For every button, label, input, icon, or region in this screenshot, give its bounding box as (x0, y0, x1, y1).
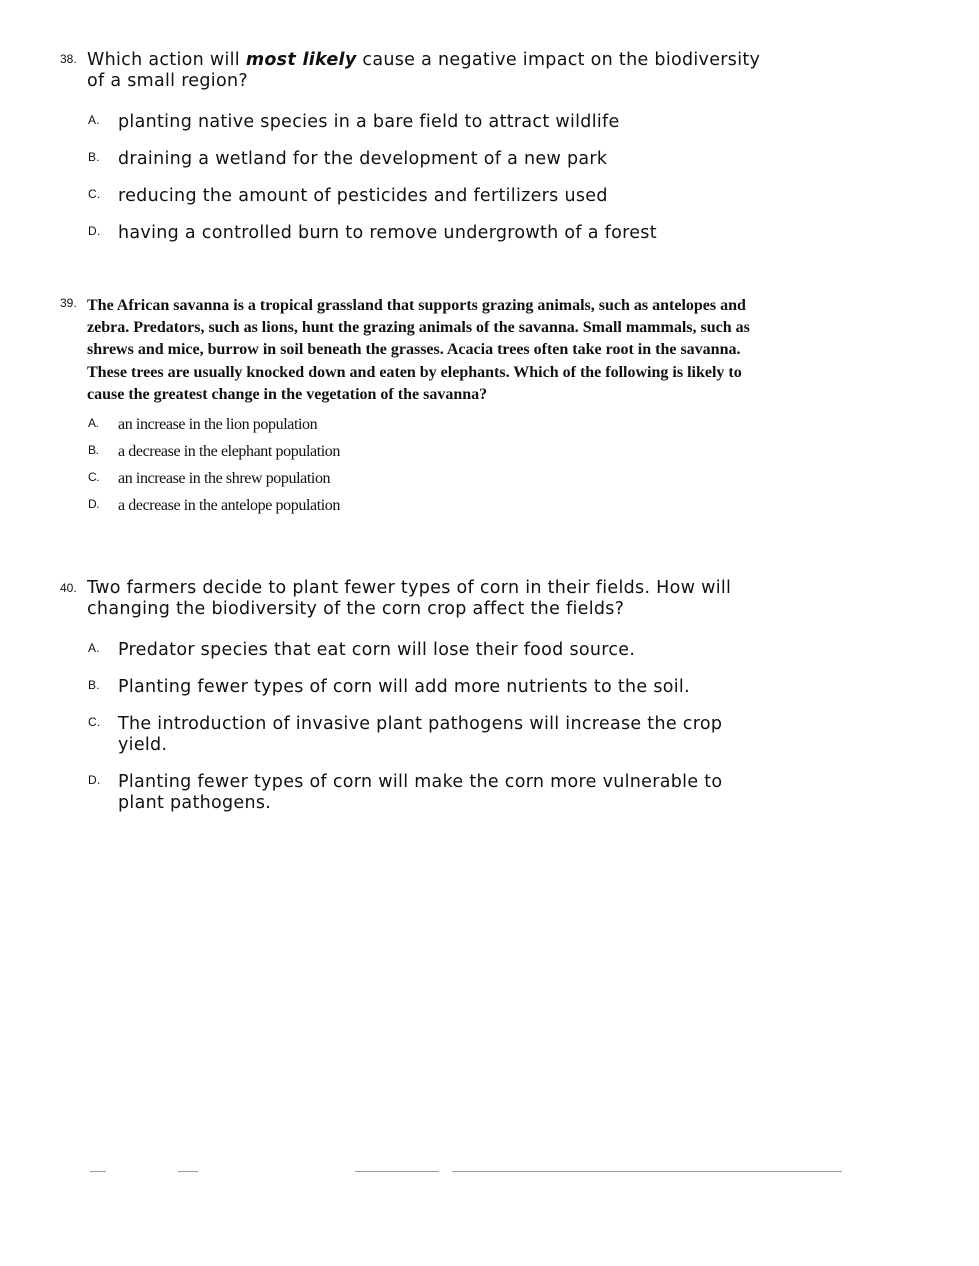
question-number: 39. (60, 296, 77, 310)
footer-divider (90, 1171, 106, 1172)
choice-letter: C. (88, 715, 101, 729)
question-39 (60, 295, 780, 523)
choice-letter: D. (88, 224, 101, 238)
answer-choices (88, 640, 738, 814)
question-number: 38. (60, 52, 77, 66)
question-40 (60, 578, 780, 830)
footer-divider (355, 1171, 439, 1172)
choice-text: an increase in the lion population (118, 416, 318, 434)
answer-choice-d[interactable] (88, 772, 738, 814)
choice-letter: A. (88, 416, 99, 431)
answer-choice-b[interactable] (88, 442, 780, 462)
choice-letter: B. (88, 678, 100, 692)
answer-choice-c[interactable] (88, 186, 780, 207)
choice-text: Predator species that eat corn will lose their food source. (118, 640, 636, 660)
answer-choice-a[interactable] (88, 415, 780, 435)
choice-letter: A. (88, 641, 100, 655)
choice-letter: A. (88, 113, 100, 127)
choice-text: having a controlled burn to remove undergrowth of a forest (118, 223, 657, 243)
question-stem: Which action will most likely cause a negative impact on the biodiversity of a small region? (87, 50, 761, 91)
question-38 (60, 50, 780, 260)
answer-choice-c[interactable] (88, 469, 780, 489)
choice-letter: C. (88, 187, 101, 201)
choice-text: a decrease in the elephant population (118, 443, 340, 461)
answer-choice-d[interactable] (88, 223, 780, 244)
choice-text: Planting fewer types of corn will add more nutrients to the soil. (118, 677, 690, 697)
choice-letter: C. (88, 470, 100, 485)
footer-divider (178, 1171, 198, 1172)
answer-choice-a[interactable] (88, 640, 738, 661)
choice-letter: B. (88, 443, 99, 458)
choice-letter: D. (88, 773, 101, 787)
answer-choices (88, 112, 780, 244)
choice-text: a decrease in the antelope population (118, 497, 340, 515)
answer-choice-b[interactable] (88, 677, 738, 698)
answer-choice-c[interactable] (88, 714, 738, 756)
choice-text: Planting fewer types of corn will make the corn more vulnerable to plant pathogens. (118, 772, 723, 813)
answer-choices (88, 415, 780, 516)
emphasis-text: most likely (245, 50, 357, 70)
footer-divider (452, 1171, 842, 1172)
question-stem: The African savanna is a tropical grassland that supports grazing animals, such as antelopes and zebra. Predators, such as lions, hunt the grazing animals of the savanna. Small mammals, such as shrews and mice, burrow in soil beneath the grasses. Acacia trees often take root in the savanna. These trees are usually knocked down and eaten by elephants. Which of the following is likely to cause the greatest change in the vegetation of the savanna? (87, 297, 750, 403)
choice-text: planting native species in a bare field to attract wildlife (118, 112, 620, 132)
answer-choice-b[interactable] (88, 149, 780, 170)
question-number: 40. (60, 581, 77, 595)
choice-letter: B. (88, 150, 100, 164)
choice-letter: D. (88, 497, 100, 512)
question-stem: Two farmers decide to plant fewer types of corn in their fields. How will changing the biodiversity of the corn crop affect the fields? (87, 578, 732, 619)
answer-choice-a[interactable] (88, 112, 780, 133)
choice-text: The introduction of invasive plant pathogens will increase the crop yield. (118, 714, 723, 755)
choice-text: draining a wetland for the development of a new park (118, 149, 608, 169)
choice-text: reducing the amount of pesticides and fertilizers used (118, 186, 608, 206)
answer-choice-d[interactable] (88, 496, 780, 516)
choice-text: an increase in the shrew population (118, 470, 331, 488)
